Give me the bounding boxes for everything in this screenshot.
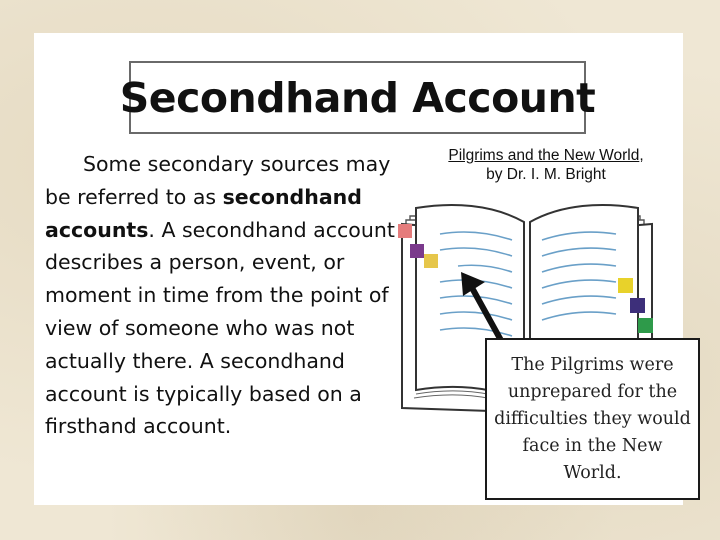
bookmark-tab [638,318,653,333]
book-citation [418,146,674,184]
bookmark-tab [410,244,424,258]
bookmark-tab [424,254,438,268]
body-rest: . A secondhand account describes a person, event, or moment in time from the point of view of someone who was not actually there. A secondhand account is typically based on a firsthand account. [45,217,395,439]
citation-comma: , [639,147,644,164]
arrow-icon [455,268,515,348]
quote-text: The Pilgrims were unprepared for the difficulties they would face in the New World. [494,354,691,483]
book-author: by Dr. I. M. Bright [486,166,606,183]
body-intro: Some secondary sources may be referred to as [45,152,391,209]
page-title: Secondhand Account [119,73,596,122]
bookmark-tab [618,278,633,293]
title-box [119,61,596,134]
bookmark-tab [398,224,412,238]
body-paragraph [45,148,405,443]
body-term: secondhand accounts [45,184,362,242]
quote-box [485,338,700,500]
book-title: Pilgrims and the New World [448,147,640,164]
bookmark-tab [630,298,645,313]
